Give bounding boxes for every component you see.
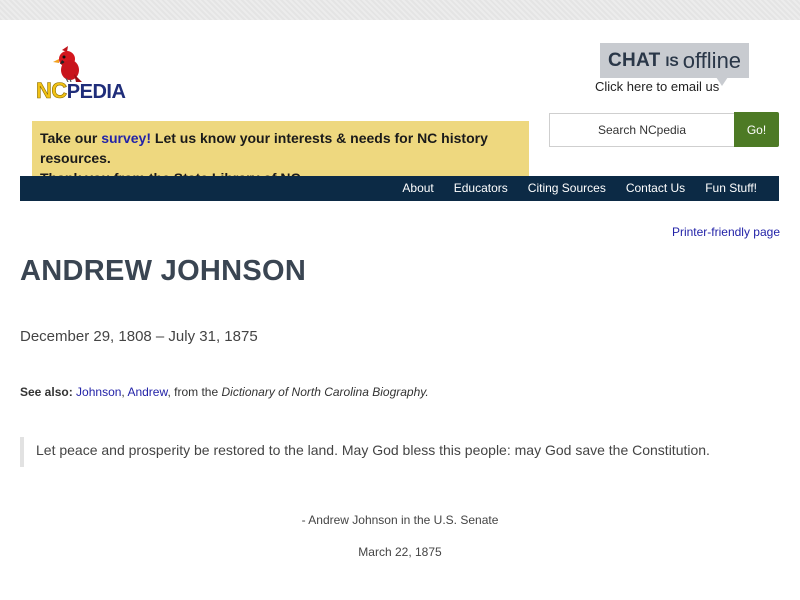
chat-word: CHAT — [607, 49, 661, 71]
quote-date: March 22, 1875 — [358, 545, 442, 559]
survey-banner — [32, 121, 529, 176]
see-also-link-andrew[interactable]: Andrew — [127, 385, 168, 399]
logo-pedia: PEDIA — [66, 81, 126, 103]
see-also-from: , from the — [167, 385, 222, 399]
printer-friendly-link[interactable]: Printer-friendly page — [671, 225, 780, 239]
logo-nc: NC — [36, 78, 67, 103]
survey-rest: Let us know your interests & needs for NC history resources. — [40, 130, 488, 166]
quote-attribution: - Andrew Johnson in the U.S. Senate — [301, 513, 499, 527]
survey-link[interactable]: survey! — [101, 130, 152, 146]
page-title: ANDREW JOHNSON — [20, 255, 307, 287]
cardinal-bird-icon — [48, 46, 82, 82]
nav-item-fun-stuff[interactable]: Fun Stuff! — [705, 181, 757, 195]
nav-item-about[interactable]: About — [402, 181, 434, 195]
ncpedia-logo[interactable] — [34, 46, 149, 104]
survey-line-1 — [40, 128, 521, 168]
top-decorative-strip — [0, 0, 800, 20]
see-also-link-johnson[interactable]: Johnson — [76, 385, 122, 399]
life-dates: December 29, 1808 – July 31, 1875 — [20, 328, 258, 345]
main-navigation — [20, 176, 779, 201]
logo-text — [36, 78, 125, 104]
chat-is: IS — [665, 52, 679, 69]
chat-status-badge[interactable] — [600, 43, 749, 78]
see-also-comma: , — [121, 385, 128, 399]
nav-item-citing-sources[interactable]: Citing Sources — [527, 181, 606, 195]
nav-item-contact-us[interactable]: Contact Us — [625, 181, 686, 195]
survey-prefix: Take our — [40, 130, 102, 146]
email-us-link[interactable]: Click here to email us — [595, 79, 720, 94]
see-also-line — [20, 385, 429, 399]
chat-offline-status: offline — [682, 47, 742, 73]
quote-block: Let peace and prosperity be restored to the land. May God bless this people: may God save the Constitution. — [20, 437, 780, 467]
nav-item-educators[interactable]: Educators — [453, 181, 508, 195]
see-also-source: Dictionary of North Carolina Biography. — [221, 385, 429, 399]
see-also-label: See also: — [20, 385, 73, 399]
search-input[interactable]: Search NCpedia — [549, 113, 734, 147]
search-go-button[interactable]: Go! — [734, 112, 779, 147]
